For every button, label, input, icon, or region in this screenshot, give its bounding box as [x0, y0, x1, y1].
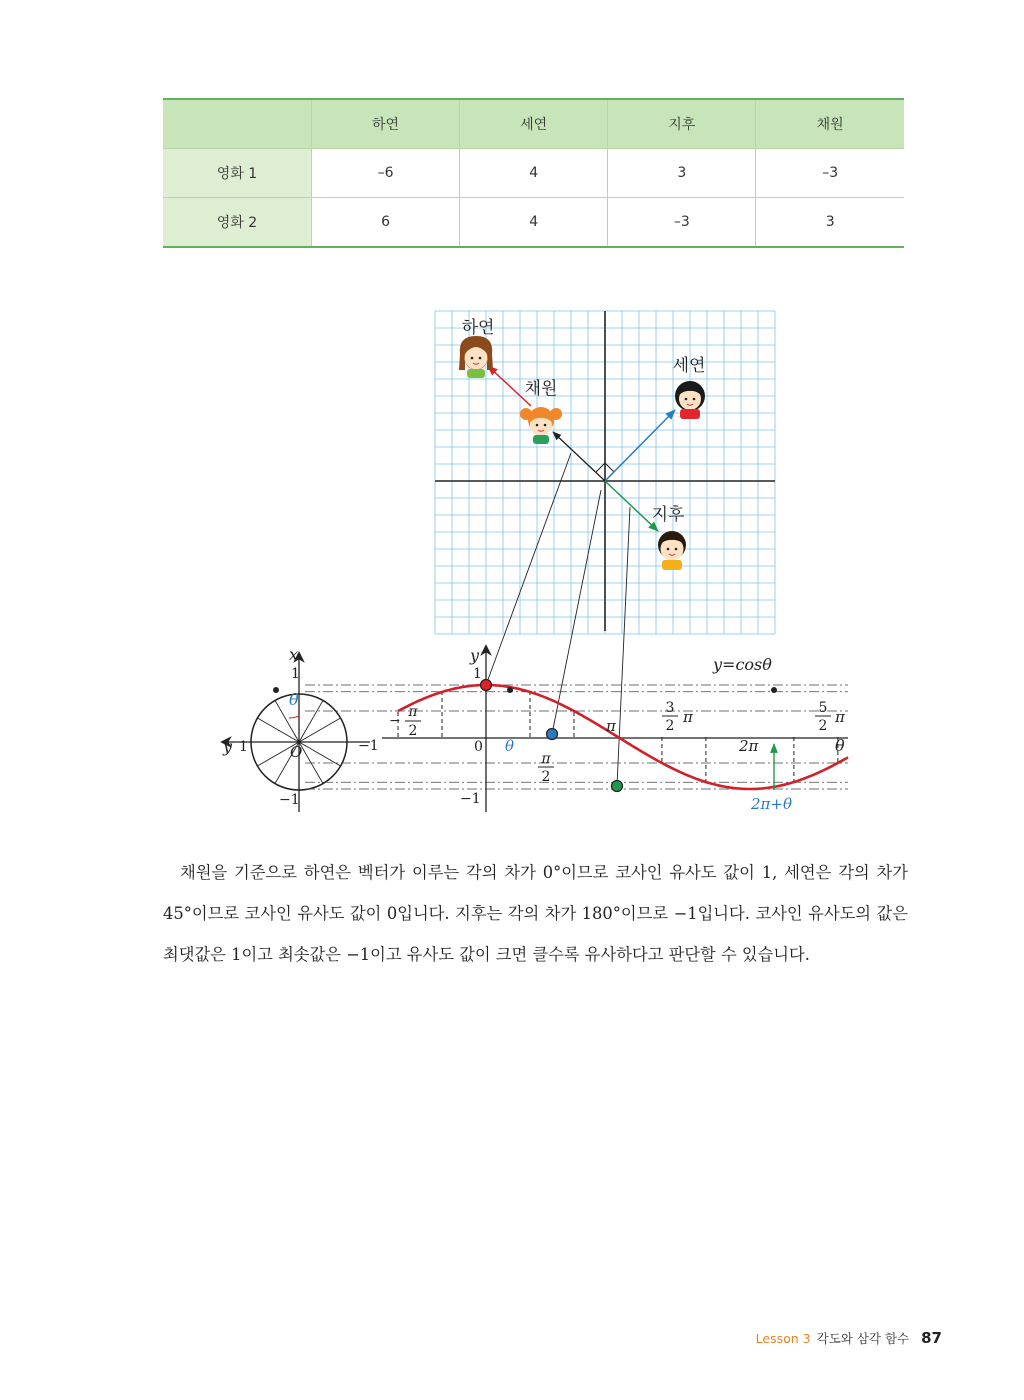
circle-tick-left: 1: [239, 739, 248, 755]
point-hayeon-on-curve: [481, 680, 492, 691]
table-cell: 4: [460, 149, 608, 198]
point-jihoo-on-curve: [612, 781, 623, 792]
cosine-curve: [398, 685, 848, 789]
table-cell: –3: [756, 149, 904, 198]
person-hayeon-icon: [459, 336, 493, 378]
label-hayeon: 하연: [461, 318, 495, 338]
page-footer: [756, 1329, 942, 1347]
table-cell: 3: [608, 149, 756, 198]
person-jihoo-icon: [658, 531, 686, 570]
header-seyeon: 세연: [460, 99, 608, 149]
header-jihoo: 지후: [608, 99, 756, 149]
tick-two-pi: 2π: [739, 737, 759, 755]
circle-spoke: [299, 718, 341, 742]
tick-five-half-pi-num: 5: [818, 700, 828, 716]
point-seyeon-on-curve: [547, 729, 558, 740]
label-chaewon: 채원: [524, 379, 558, 399]
explanation-paragraph: 채원을 기준으로 하연은 벡터가 이루는 각의 차가 0°이므로 코사인 유사도 값이 1, 세연은 각의 차가 45°이므로 코사인 유사도 값이 0입니다. 지후는 각의 차가 180°이므로 −1입니다. 코사인 유사도의 값은 최댓값은 1이고 최솟값은 −1이고 유사도 값이 크면 클수록 유사하다고 판단할 수 있습니다.: [163, 863, 908, 964]
circle-tick-top: 1: [291, 666, 300, 682]
graph-tick-neg-one: −1: [460, 791, 481, 807]
function-label: y=cosθ: [713, 655, 772, 674]
page-number: 87: [921, 1329, 942, 1347]
table-cell: 4: [460, 198, 608, 248]
tick-three-half-pi-sym: π: [683, 708, 693, 726]
tick-three-half-pi-num: 3: [665, 700, 675, 716]
table-cell: 6: [312, 198, 460, 248]
graph-y-label: y: [470, 646, 480, 665]
tick-half-pi-num: π: [541, 751, 551, 767]
label-seyeon: 세연: [672, 356, 706, 376]
tick-neg-half-pi-den: 2: [408, 723, 418, 739]
connector-line: [552, 490, 601, 734]
table-cell: –3: [608, 198, 756, 248]
table-cell: 3: [756, 198, 904, 248]
graph-theta-marker: θ: [505, 737, 515, 755]
vector-jihoo: [605, 481, 658, 531]
connector-line: [486, 453, 571, 685]
circle-y-label: y: [223, 737, 233, 756]
curve-marker-dot: [771, 687, 777, 693]
vector-chaewon: [553, 432, 605, 481]
curve-marker-dot: [507, 687, 513, 693]
vector-seyeon: [605, 410, 675, 481]
circle-point-marker: [273, 687, 279, 693]
circle-tick-bottom: −1: [279, 792, 300, 808]
tick-three-half-pi-den: 2: [665, 718, 675, 734]
circle-tick-right: −1: [358, 738, 379, 754]
graph-guide-lines: [305, 685, 848, 789]
row-label: 영화 2: [163, 198, 312, 248]
circle-angle-label: θ: [289, 690, 299, 709]
circle-spoke: [257, 718, 299, 742]
person-chaewon-icon: [520, 407, 562, 444]
circle-spoke: [299, 700, 323, 742]
header-chaewon: 채원: [756, 99, 904, 149]
label-jihoo: 지후: [651, 505, 685, 525]
footer-chapter: 각도와 삼각 함수: [816, 1331, 910, 1346]
graph-theta-axis-label: θ: [835, 736, 845, 755]
circle-spoke: [299, 742, 341, 766]
graph-zero: 0: [474, 739, 483, 755]
graph-tick-one: 1: [473, 666, 482, 682]
table-cell: –6: [312, 149, 460, 198]
header-hayeon: 하연: [312, 99, 460, 149]
circle-origin: O: [290, 743, 303, 761]
tick-pi: π: [606, 717, 616, 735]
tick-five-half-pi-sym: π: [835, 708, 845, 726]
tick-neg-half-pi-num: π: [408, 704, 418, 720]
angle-arc: [289, 716, 299, 718]
row-label: 영화 1: [163, 149, 312, 198]
tick-neg-half-pi-sign: −: [389, 713, 401, 729]
footer-lesson: Lesson 3: [755, 1331, 811, 1346]
tick-half-pi-den: 2: [541, 769, 551, 785]
circle-x-label: x: [289, 645, 299, 664]
tick-five-half-pi-den: 2: [818, 718, 828, 734]
two-pi-plus-theta-label: 2π+θ: [751, 795, 793, 813]
